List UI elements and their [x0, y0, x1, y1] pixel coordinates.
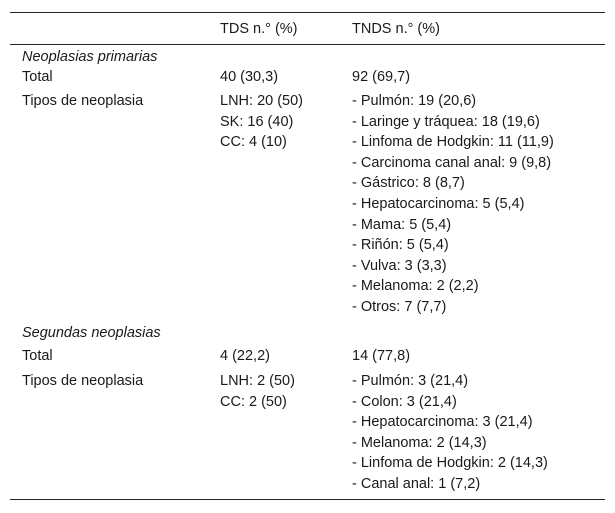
list-item: CC: 4 (10) — [220, 134, 287, 151]
list-item: - Riñón: 5 (5,4) — [352, 237, 449, 254]
tnds-types-segundas — [352, 371, 548, 495]
list-item: LNH: 20 (50) — [220, 93, 304, 109]
header-tnds: TNDS n.° (%) — [352, 21, 440, 37]
row-label-total-segundas: Total — [22, 348, 53, 364]
list-item: - Hepatocarcinoma: 3 (21,4) — [352, 414, 533, 431]
list-item: SK: 16 (40) — [220, 113, 294, 130]
total-tnds-primarias: 92 (69,7) — [352, 69, 411, 85]
table-top-rule — [10, 12, 605, 13]
total-tds-primarias: 40 (30,3) — [220, 69, 279, 85]
list-item: - Otros: 7 (7,7) — [352, 298, 447, 315]
list-item: - Gástrico: 8 (8,7) — [352, 175, 465, 192]
list-item: - Colon: 3 (21,4) — [352, 393, 457, 410]
table-bottom-rule — [10, 499, 605, 500]
list-item: - Linfoma de Hodgkin: 11 (11,9) — [352, 134, 554, 151]
section-title-segundas: Segundas neoplasias — [22, 325, 161, 341]
list-item: LNH: 2 (50) — [220, 373, 295, 389]
total-tnds-segundas: 14 (77,8) — [352, 348, 411, 364]
list-item: - Hepatocarcinoma: 5 (5,4) — [352, 195, 525, 212]
neoplasia-table — [10, 10, 605, 500]
list-item: - Vulva: 3 (3,3) — [352, 257, 447, 274]
header-tds: TDS n.° (%) — [220, 21, 298, 37]
row-label-tipos-segundas: Tipos de neoplasia — [22, 373, 144, 389]
list-item: - Laringe y tráquea: 18 (19,6) — [352, 113, 540, 130]
list-item: CC: 2 (50) — [220, 393, 287, 410]
total-tds-segundas: 4 (22,2) — [220, 348, 270, 364]
row-label-tipos-primarias: Tipos de neoplasia — [22, 93, 144, 109]
tnds-types-primarias — [352, 91, 554, 318]
tds-types-segundas — [220, 371, 295, 412]
list-item: - Melanoma: 2 (2,2) — [352, 278, 479, 295]
row-label-total-primarias: Total — [22, 69, 53, 85]
list-item: - Pulmón: 3 (21,4) — [352, 373, 469, 389]
list-item: - Melanoma: 2 (14,3) — [352, 434, 487, 451]
list-item: - Pulmón: 19 (20,6) — [352, 93, 477, 109]
table-header-rule — [10, 44, 605, 45]
list-item: - Carcinoma canal anal: 9 (9,8) — [352, 154, 552, 171]
list-item: - Mama: 5 (5,4) — [352, 216, 452, 233]
list-item: - Canal anal: 1 (7,2) — [352, 475, 481, 492]
section-title-primarias: Neoplasias primarias — [22, 49, 158, 65]
list-item: - Linfoma de Hodgkin: 2 (14,3) — [352, 455, 548, 472]
tds-types-primarias — [220, 91, 303, 153]
